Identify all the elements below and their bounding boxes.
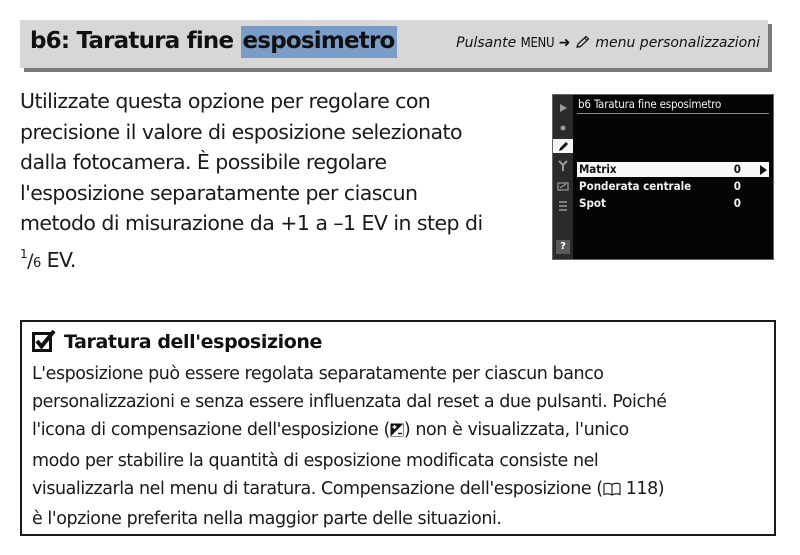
camera-menu-row-label: Matrix — [579, 162, 617, 176]
intro-line: Utilizzate questa opzione per regolare con — [20, 89, 431, 113]
checkmark-icon — [32, 330, 56, 356]
camera-icon — [556, 121, 570, 135]
step-fraction-numerator: 1 — [20, 246, 28, 261]
menu-key-label: MENU — [520, 36, 555, 51]
title-prefix: b6: Taratura fine — [30, 28, 241, 54]
camera-menu-row-center-weighted — [577, 179, 769, 194]
camera-menu-row-value: 0 — [733, 162, 741, 176]
note-line — [32, 416, 772, 446]
playback-icon — [556, 101, 570, 115]
wrench-icon — [556, 159, 570, 173]
title-highlight: esposimetro — [241, 26, 397, 58]
note-line: L'esposizione può essere regolata separatamente per ciascun banco — [32, 364, 604, 384]
my-menu-icon — [556, 199, 570, 213]
note-title: Taratura dell'esposizione — [64, 331, 322, 353]
note-header — [32, 330, 322, 356]
help-icon: ? — [556, 240, 570, 254]
book-icon — [603, 477, 621, 505]
note-box — [20, 320, 776, 536]
note-line: personalizzazioni e senza essere influenzata dal reset a due pulsanti. Poiché — [32, 392, 667, 413]
page-title — [30, 28, 397, 54]
step-unit: EV. — [40, 247, 76, 272]
exposure-compensation-icon — [390, 418, 404, 446]
section-header — [20, 20, 768, 68]
step-fraction-denominator: 6 — [32, 255, 41, 271]
intro-line: l'esposizione separatamente per ciascun — [20, 180, 418, 205]
note-line: è l'opzione preferita nella maggior parte delle situazioni. — [32, 509, 502, 530]
arrow-right-icon: ➜ — [558, 35, 571, 51]
camera-menu-row-spot — [577, 196, 769, 211]
camera-menu-screen — [552, 94, 774, 260]
camera-menu-row-matrix — [577, 162, 769, 177]
note-body — [32, 360, 772, 533]
camera-menu-sidebar — [553, 95, 573, 259]
camera-menu-row-label: Spot — [579, 196, 606, 210]
note-line-segment: ) non è visualizzata, l'unico — [403, 420, 629, 441]
arrow-right-icon — [760, 165, 767, 175]
camera-menu-row-value: 0 — [733, 196, 741, 210]
camera-menu-title: b6 Taratura fine esposimetro — [578, 97, 722, 111]
camera-menu-row-label: Ponderata centrale — [579, 179, 692, 193]
intro-paragraph — [20, 86, 540, 279]
retouch-icon — [556, 179, 570, 193]
page-reference: 118) — [620, 478, 665, 499]
note-line-segment: l'icona di compensazione dell'esposizione ( — [32, 420, 390, 441]
nav-button-prefix: Pulsante — [456, 35, 521, 51]
camera-menu-divider — [577, 113, 769, 114]
note-line: modo per stabilire la quantità di esposizione modificata consiste nel — [32, 450, 599, 471]
pencil-icon — [553, 139, 573, 153]
camera-menu-row-value: 0 — [733, 179, 741, 193]
intro-line-step — [20, 239, 540, 280]
nav-destination: menu personalizzazioni — [595, 35, 760, 51]
note-line-segment: visualizzarla nel menu di taratura. Compensazione dell'esposizione ( — [32, 478, 603, 499]
note-line — [32, 475, 772, 505]
step-fraction-slash: / — [27, 249, 33, 272]
intro-line: dalla fotocamera. È possibile regolare — [20, 150, 387, 174]
menu-path — [456, 35, 760, 53]
intro-line: metodo di misurazione da +1 a –1 EV in step di — [20, 211, 483, 235]
intro-line: precisione il valore di esposizione selezionato — [20, 119, 463, 144]
pencil-icon — [575, 35, 591, 53]
